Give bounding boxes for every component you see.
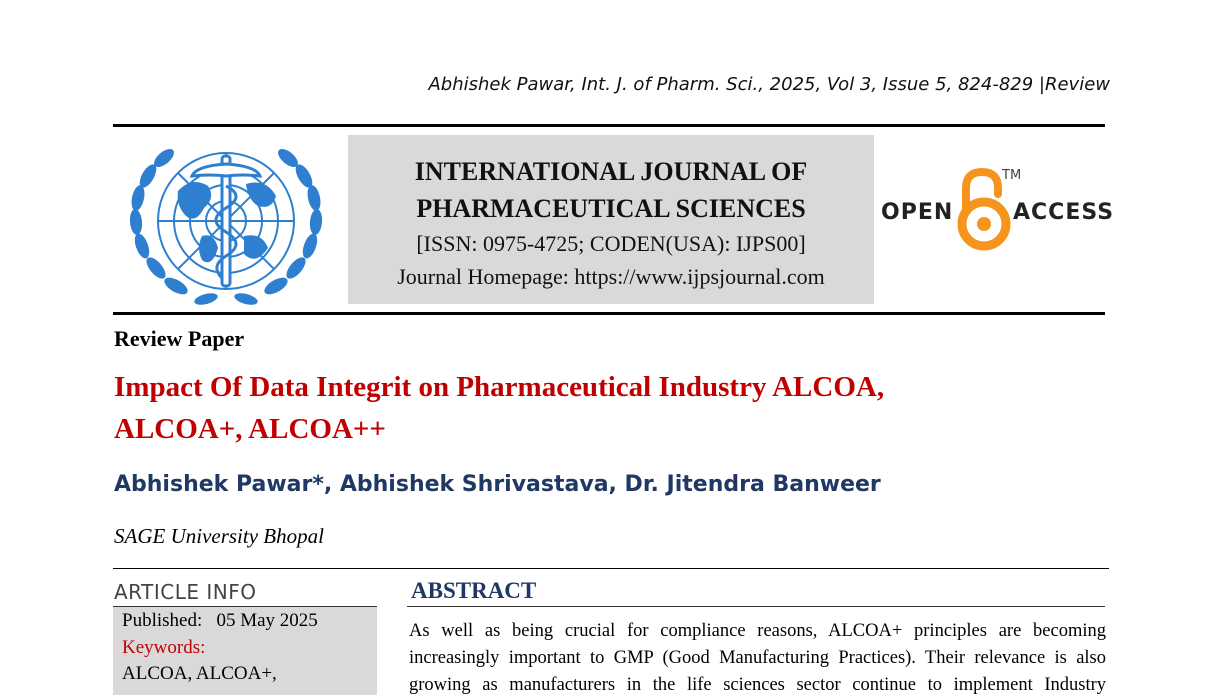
article-title-line-2: ALCOA+, ALCOA++ (114, 413, 386, 445)
abstract-heading: ABSTRACT (411, 578, 537, 603)
journal-homepage[interactable]: Journal Homepage: https://www.ijpsjournal.com (397, 264, 825, 289)
article-info-box (113, 607, 377, 695)
journal-name (348, 153, 874, 227)
article-title-line-1: Impact Of Data Integrit on Pharmaceutical Industry ALCOA, (114, 371, 885, 403)
journal-name-line-1: INTERNATIONAL JOURNAL OF (414, 157, 808, 186)
abstract-line: increasingly important to GMP (Good Manufacturing Practices). Their relevance is also (409, 648, 1106, 668)
author-affiliation: SAGE University Bhopal (114, 524, 324, 548)
open-access-logo (880, 166, 1115, 252)
published-line (122, 610, 318, 632)
keywords-label: Keywords: (122, 637, 206, 658)
header-rule-top (113, 124, 1105, 127)
abstract-rule (407, 606, 1105, 607)
abstract-body (409, 618, 1106, 699)
section-divider (113, 568, 1109, 569)
abstract-line: growing as manufacturers in the life sciences sector continue to implement Industry (409, 675, 1106, 695)
paper-type-label: Review Paper (114, 326, 245, 351)
journal-name-line-2: PHARMACEUTICAL SCIENCES (416, 194, 806, 223)
issn-line: [ISSN: 0975-4725; CODEN(USA): IJPS00] (416, 231, 806, 256)
article-title (114, 366, 1034, 450)
trademark-mark: TM (1002, 168, 1022, 183)
published-date: 05 May 2025 (216, 610, 318, 631)
open-access-access-text: ACCESS (1013, 200, 1115, 225)
open-access-open-text: OPEN (881, 200, 954, 225)
author-list: Abhishek Pawar*, Abhishek Shrivastava, Dr. Jitendra Banweer (114, 472, 881, 497)
keywords-value: ALCOA, ALCOA+, (122, 663, 277, 684)
article-info-heading: ARTICLE INFO (114, 580, 257, 604)
published-label: Published: (122, 610, 203, 631)
running-citation: Abhishek Pawar, Int. J. of Pharm. Sci., 2025, Vol 3, Issue 5, 824-829 |Review (428, 74, 1110, 95)
abstract-line: As well as being crucial for compliance reasons, ALCOA+ principles are becoming (409, 621, 1106, 641)
journal-masthead-box (348, 135, 874, 304)
header-rule-bottom (113, 312, 1105, 315)
caduceus-globe-emblem-icon (126, 136, 326, 306)
